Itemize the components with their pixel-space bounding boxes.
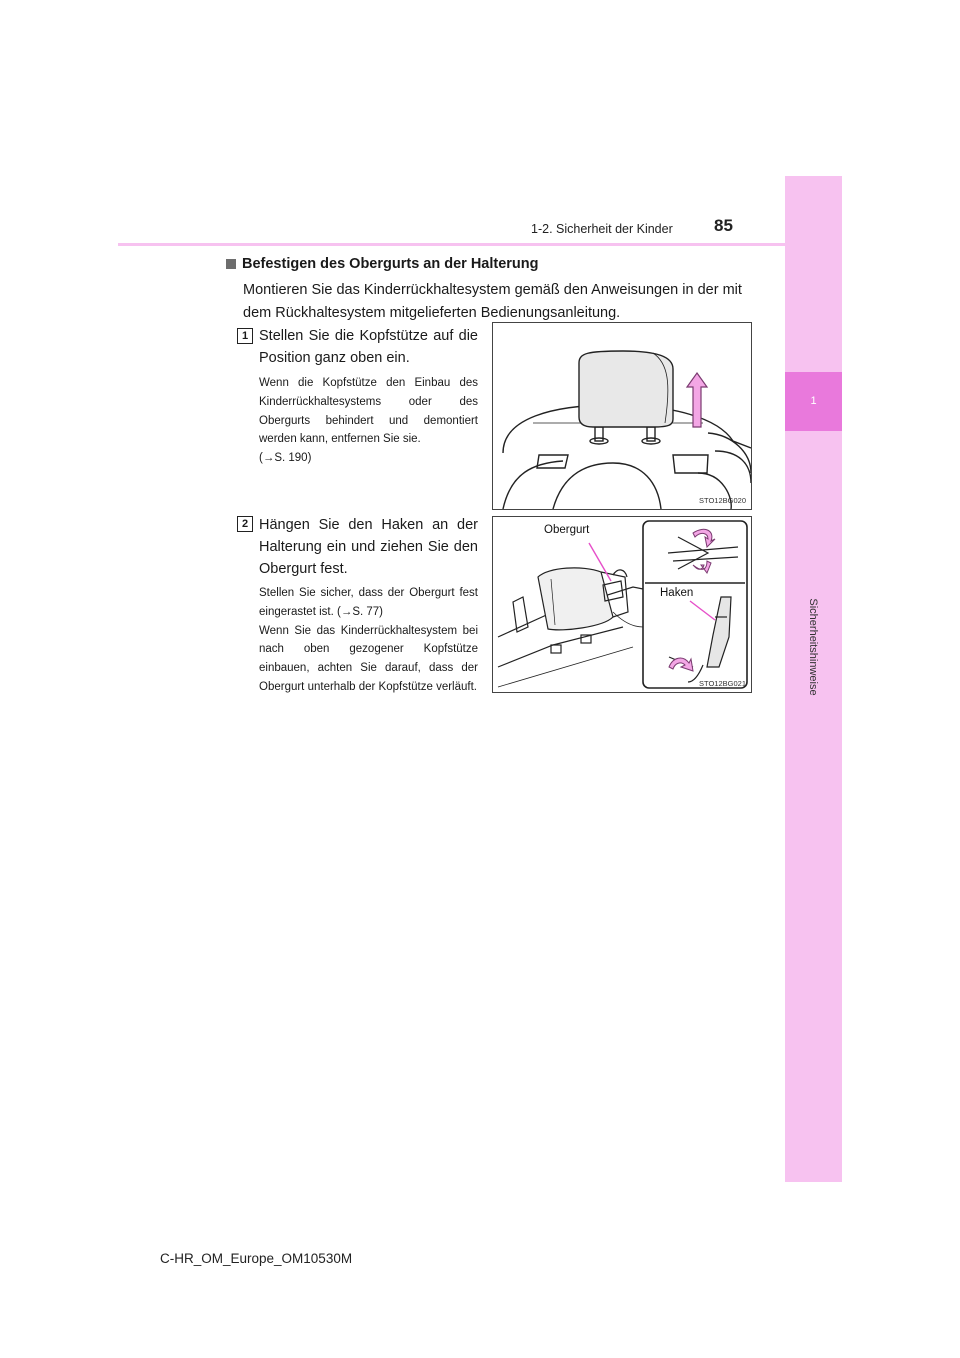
footer-doc-id: C-HR_OM_Europe_OM10530M <box>160 1251 353 1266</box>
step-1-title: Stellen Sie die Kopfstütze auf die Position ganz oben ein. <box>259 328 478 366</box>
step-number-1: 1 <box>237 328 253 344</box>
headrest-illustration <box>493 323 751 509</box>
figure-code: STO12BG020 <box>699 496 746 505</box>
square-bullet-icon <box>226 259 236 269</box>
step-2-description <box>259 584 478 697</box>
section-heading <box>226 256 539 272</box>
label-obergurt: Obergurt <box>544 524 590 536</box>
step-1-description <box>259 374 478 468</box>
chapter-side-tab[interactable] <box>785 176 842 1182</box>
label-haken: Haken <box>660 587 694 599</box>
step-2-title: Hängen Sie den Haken an der Halterung ein und ziehen Sie den Obergurt fest. <box>259 517 478 577</box>
figure-headrest <box>492 322 752 510</box>
figure-code: STO12BG021 <box>699 679 746 688</box>
step-1-desc-line: Wenn die Kopfstütze den Einbau des Kinderrückhaltesystems oder des Obergurts behindert und demontiert werden kann, entfernen Sie sie. <box>259 377 478 446</box>
step-2-desc-line: Wenn Sie das Kinderrückhaltesystem bei nach oben gezogener Kopfstütze einbauen, achten Sie darauf, dass der Obergurt unterhalb der Kopfstütze verläuft. <box>259 624 478 693</box>
step-2-desc-line: Stellen Sie sicher, dass der Obergurt fest eingerastet ist. (→S. 77) <box>259 587 478 618</box>
step-number-2: 2 <box>237 516 253 532</box>
header-divider <box>118 243 785 246</box>
intro-paragraph: Montieren Sie das Kinderrückhaltesystem gemäß den Anweisungen in der mit dem Rückhaltesystem mitgelieferten Bedienungsanleitung. <box>243 282 742 321</box>
top-tether-illustration <box>493 517 751 692</box>
header-section-title: 1-2. Sicherheit der Kinder <box>531 222 673 236</box>
step-1-page-ref: (→S. 190) <box>259 452 312 465</box>
chapter-title: Sicherheitshinweise <box>807 598 819 696</box>
section-heading-text: Befestigen des Obergurts an der Halterung <box>242 256 539 272</box>
chapter-number: 1 <box>810 395 817 407</box>
figure-top-tether <box>492 516 752 693</box>
page-number: 85 <box>714 216 733 235</box>
